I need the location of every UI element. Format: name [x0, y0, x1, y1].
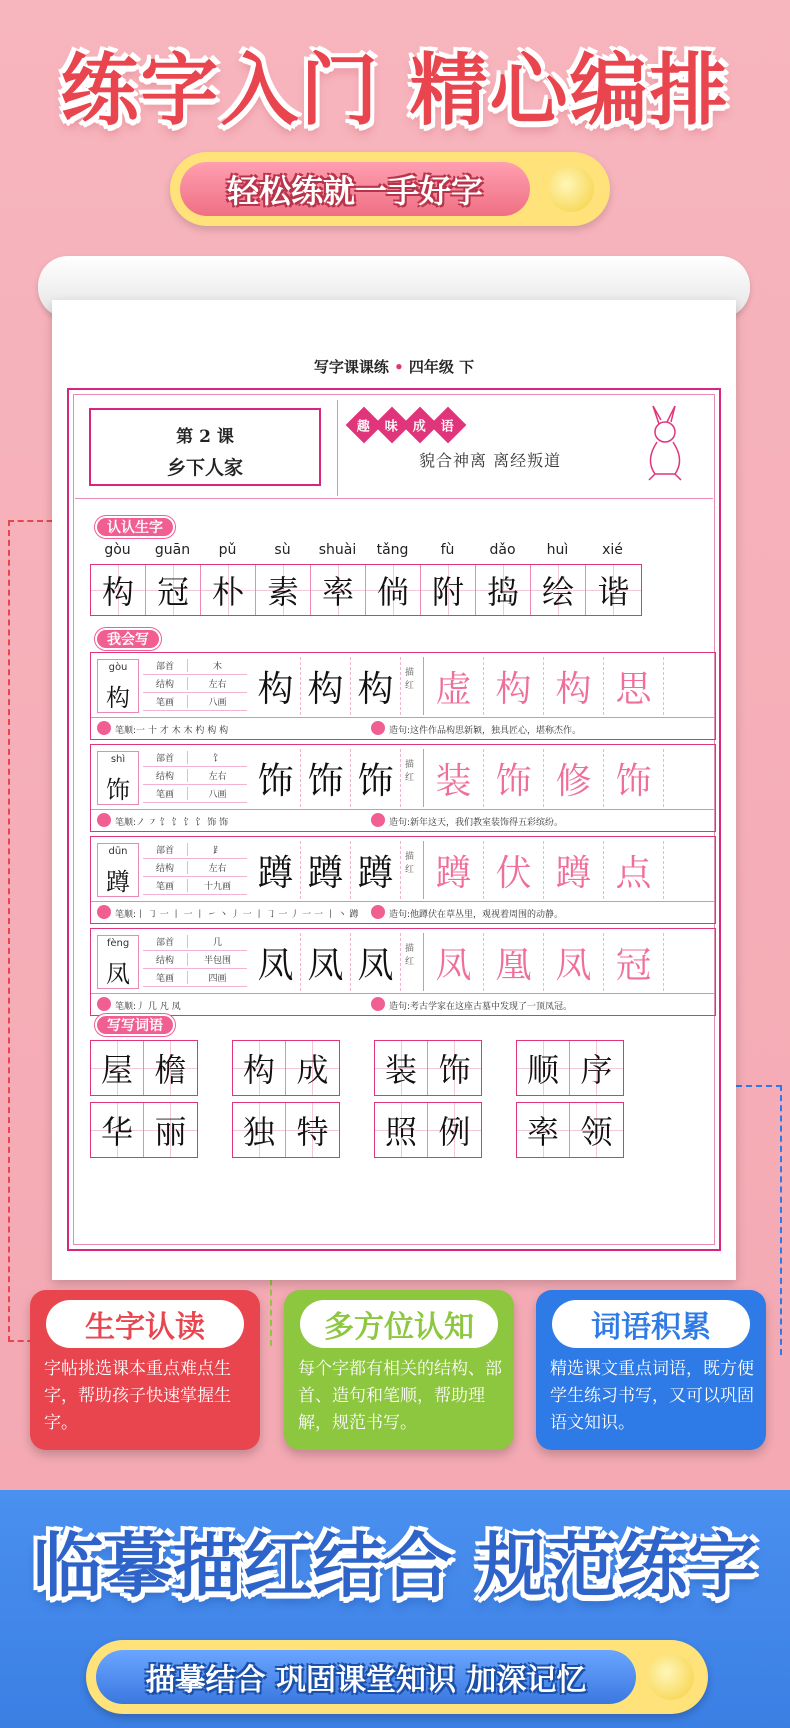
trace-chars — [423, 657, 664, 715]
practice-chars — [251, 749, 401, 807]
idiom-tag-1: 味 — [385, 419, 399, 435]
stroke-order — [115, 815, 228, 828]
trace-char: 蹲 — [424, 841, 484, 899]
bottom-pill — [86, 1640, 708, 1714]
char-info-key: 笔画 — [155, 882, 174, 892]
trace-char: 凤 — [424, 933, 484, 991]
block-footer — [91, 809, 715, 831]
word-char: 序 — [570, 1041, 623, 1095]
target-char-box — [97, 751, 139, 805]
char-info-row — [143, 859, 247, 877]
char-info-row — [143, 969, 247, 987]
lesson-name: 乡下人家 — [166, 457, 243, 479]
word-box — [232, 1040, 340, 1096]
practice-chars — [251, 841, 401, 899]
trace-char: 饰 — [604, 749, 664, 807]
practice-paper — [52, 300, 736, 1280]
word-box — [374, 1102, 482, 1158]
word-char: 丽 — [144, 1103, 197, 1157]
sentence-value: 考古学家在这座古墓中发现了一顶凤冠。 — [410, 1002, 573, 1012]
char-info-table — [143, 749, 247, 803]
block-footer — [91, 901, 715, 923]
lesson-number: 第 2 课 — [176, 427, 234, 447]
char-info-row — [143, 877, 247, 895]
char-info-key: 笔画 — [155, 698, 174, 708]
trace-char: 饰 — [484, 749, 544, 807]
word-char: 领 — [570, 1103, 623, 1157]
trace-char: 虚 — [424, 657, 484, 715]
recognize-char-row — [90, 564, 642, 616]
card-recognize-title: 生字认读 — [46, 1300, 244, 1348]
sentence-label: 造句: — [389, 726, 411, 736]
char-info-row — [143, 841, 247, 859]
recognize-char: 率 — [311, 565, 366, 615]
trace-char: 凰 — [484, 933, 544, 991]
trace-char: 思 — [604, 657, 664, 715]
pill-dot-icon — [548, 166, 594, 212]
char-info-value: 几 — [187, 935, 247, 948]
char-info-value: 半包围 — [187, 953, 247, 966]
target-char-pinyin: dūn — [108, 846, 128, 857]
write-block — [90, 836, 716, 924]
trace-char: 装 — [424, 749, 484, 807]
char-info-value: 左右 — [187, 861, 247, 874]
lesson-box — [89, 408, 321, 486]
idiom-tag-0: 趣 — [357, 419, 371, 435]
sentence-label: 造句: — [389, 910, 411, 920]
char-info-row — [143, 657, 247, 675]
word-box — [374, 1040, 482, 1096]
char-info-value: 八画 — [187, 695, 247, 708]
idiom-tag-3: 语 — [441, 419, 455, 435]
write-label: 我会写 — [95, 628, 161, 650]
stroke-order — [115, 907, 359, 920]
trace-char: 凤 — [544, 933, 604, 991]
sentence-label: 造句: — [389, 818, 411, 828]
block-footer — [91, 993, 715, 1015]
trace-chars — [423, 749, 664, 807]
panda-icon — [371, 721, 385, 735]
word-char: 照 — [375, 1103, 428, 1157]
pinyin-label: dǎo — [489, 542, 516, 558]
char-info-row — [143, 951, 247, 969]
char-info-row — [143, 749, 247, 767]
practice-char: 蹲 — [301, 841, 351, 899]
stroke-order-value: 一 十 才 木 木 杓 构 构 — [136, 726, 229, 736]
recognize-char: 倘 — [366, 565, 421, 615]
write-block — [90, 928, 716, 1016]
pinyin-label: pǔ — [218, 542, 237, 558]
char-info-row — [143, 767, 247, 785]
pinyin-label: gòu — [104, 542, 131, 558]
panda-icon — [97, 721, 111, 735]
target-char: 凤 — [106, 960, 130, 988]
stroke-order — [115, 999, 181, 1012]
trace-char: 构 — [484, 657, 544, 715]
char-info-key: 部首 — [155, 846, 174, 856]
stroke-order-value: 丿 几 凡 凤 — [136, 1002, 181, 1012]
practice-char: 凤 — [351, 933, 401, 991]
recognize-char: 素 — [256, 565, 311, 615]
char-info-value: 木 — [187, 659, 247, 672]
practice-char: 构 — [251, 657, 301, 715]
pinyin-label: xié — [602, 542, 623, 558]
char-info-table — [143, 841, 247, 895]
stroke-order-label: 笔顺: — [115, 818, 137, 828]
bottom-pill-text: 描摹结合 巩固课堂知识 加深记忆 — [96, 1650, 636, 1704]
block-footer — [91, 717, 715, 739]
trace-label: 描红 — [405, 944, 415, 967]
stroke-order-label: 笔顺: — [115, 1002, 137, 1012]
char-info-key: 笔画 — [155, 790, 174, 800]
sentence-value: 他蹲伏在草丛里，观视着周围的动静。 — [410, 910, 564, 920]
example-sentence — [389, 815, 563, 828]
target-char-pinyin: gòu — [108, 662, 128, 673]
target-char: 蹲 — [106, 868, 130, 896]
word-char: 成 — [286, 1041, 339, 1095]
card-words-title: 词语积累 — [552, 1300, 750, 1348]
char-info-key: 部首 — [155, 938, 174, 948]
word-char: 顺 — [517, 1041, 570, 1095]
word-box — [232, 1102, 340, 1158]
stroke-order-value: 丨 ㇆ 一 丨 一 丨 ㇀ 丶 丿 一 丨 ㇆ 一 丿 一 一 丨 丶 蹲 — [136, 910, 359, 920]
sentence-value: 这件作品构思新颖，独具匠心，堪称杰作。 — [410, 726, 582, 736]
target-char-box — [97, 659, 139, 713]
card-recognize-text: 字帖挑选课本重点难点生字，帮助孩子快速掌握生字。 — [44, 1359, 231, 1433]
practice-char: 饰 — [301, 749, 351, 807]
panda-icon — [97, 905, 111, 919]
recognize-char: 捣 — [476, 565, 531, 615]
practice-char: 饰 — [251, 749, 301, 807]
recognize-char: 冠 — [146, 565, 201, 615]
recognize-label: 认认生字 — [95, 516, 175, 538]
target-char-pinyin: fèng — [106, 938, 130, 949]
panda-icon — [97, 997, 111, 1011]
card-words — [536, 1290, 766, 1450]
word-char: 构 — [233, 1041, 286, 1095]
trace-char: 伏 — [484, 841, 544, 899]
idiom-text: 貌合神离 离经叛道 — [419, 451, 562, 470]
recognize-char: 朴 — [201, 565, 256, 615]
word-char: 装 — [375, 1041, 428, 1095]
char-info-value: 四画 — [187, 971, 247, 984]
stroke-order-value: ノ ㇇ 饣 饣 饣 饣 饰 饰 — [136, 818, 229, 828]
panda-icon — [371, 813, 385, 827]
word-char: 华 — [91, 1103, 144, 1157]
word-char: 特 — [286, 1103, 339, 1157]
pinyin-label: shuài — [318, 542, 357, 558]
pinyin-label: huì — [546, 542, 569, 558]
practice-char: 凤 — [301, 933, 351, 991]
card-cognition-title: 多方位认知 — [300, 1300, 498, 1348]
word-char: 例 — [428, 1103, 481, 1157]
target-char: 饰 — [106, 776, 130, 804]
practice-char: 构 — [351, 657, 401, 715]
example-sentence — [389, 723, 581, 736]
trace-label: 描红 — [405, 760, 415, 783]
char-info-value: ⻊ — [187, 843, 247, 856]
word-box — [90, 1040, 198, 1096]
char-info-key: 结构 — [155, 772, 174, 782]
trace-char: 冠 — [604, 933, 664, 991]
example-sentence — [389, 999, 572, 1012]
pinyin-label: fù — [440, 542, 455, 558]
trace-label: 描红 — [405, 668, 415, 691]
trace-chars — [423, 841, 664, 899]
pinyin-label: guān — [154, 542, 191, 558]
hero-pill — [170, 152, 610, 226]
words-label: 写写词语 — [95, 1014, 175, 1036]
recognize-char: 构 — [91, 565, 146, 615]
char-info-key: 结构 — [155, 956, 174, 966]
word-char: 檐 — [144, 1041, 197, 1095]
write-block — [90, 652, 716, 740]
word-box — [516, 1102, 624, 1158]
panda-icon — [371, 905, 385, 919]
write-block — [90, 744, 716, 832]
paper-header-left: 写字课课练 — [313, 358, 389, 376]
word-grid — [90, 1040, 656, 1158]
recognize-pinyin-row — [90, 542, 640, 558]
trace-chars — [423, 933, 664, 991]
word-char: 饰 — [428, 1041, 481, 1095]
stroke-order-label: 笔顺: — [115, 726, 137, 736]
hero-pill-text: 轻松练就一手好字 — [180, 162, 530, 216]
trace-label: 描红 — [405, 852, 415, 875]
paper-header-dot: • — [394, 358, 404, 376]
bottom-pill-dot-icon — [648, 1654, 694, 1700]
word-box — [516, 1040, 624, 1096]
char-info-table — [143, 933, 247, 987]
char-info-row — [143, 785, 247, 803]
char-info-key: 部首 — [155, 754, 174, 764]
char-info-value: 左右 — [187, 677, 247, 690]
practice-char: 构 — [301, 657, 351, 715]
pinyin-label: tǎng — [376, 542, 409, 558]
target-char-box — [97, 843, 139, 897]
char-info-key: 结构 — [155, 680, 174, 690]
worksheet-frame — [67, 388, 721, 1251]
stroke-order — [115, 723, 228, 736]
trace-char: 修 — [544, 749, 604, 807]
stroke-order-label: 笔顺: — [115, 910, 137, 920]
sentence-value: 新年这天，我们教室装饰得五彩缤纷。 — [410, 818, 564, 828]
recognize-char: 绘 — [531, 565, 586, 615]
recognize-char: 谐 — [586, 565, 641, 615]
trace-char: 蹲 — [544, 841, 604, 899]
practice-chars — [251, 657, 401, 715]
rabbit-icon — [629, 404, 699, 484]
char-info-value: 左右 — [187, 769, 247, 782]
char-info-value: 饣 — [187, 751, 247, 764]
char-info-value: 十九画 — [187, 879, 247, 892]
char-info-table — [143, 657, 247, 711]
practice-char: 蹲 — [251, 841, 301, 899]
target-char-box — [97, 935, 139, 989]
char-info-key: 部首 — [155, 662, 174, 672]
word-char: 独 — [233, 1103, 286, 1157]
char-info-row — [143, 693, 247, 711]
char-info-row — [143, 933, 247, 951]
char-info-value: 八画 — [187, 787, 247, 800]
practice-chars — [251, 933, 401, 991]
paper-header — [52, 356, 736, 377]
char-info-key: 笔画 — [155, 974, 174, 984]
practice-char: 饰 — [351, 749, 401, 807]
practice-char: 蹲 — [351, 841, 401, 899]
panda-icon — [371, 997, 385, 1011]
bottom-title: 临摹描红结合 规范练字 — [32, 1525, 758, 1607]
sentence-label: 造句: — [389, 1002, 411, 1012]
card-cognition-text: 每个字都有相关的结构、部首、造句和笔顺，帮助理解，规范书写。 — [298, 1359, 502, 1433]
panda-icon — [97, 813, 111, 827]
card-recognize — [30, 1290, 260, 1450]
word-box — [90, 1102, 198, 1158]
target-char: 构 — [106, 684, 130, 712]
idiom-tags — [351, 412, 461, 438]
trace-char: 构 — [544, 657, 604, 715]
word-char: 率 — [517, 1103, 570, 1157]
trace-char: 点 — [604, 841, 664, 899]
practice-char: 凤 — [251, 933, 301, 991]
pinyin-label: sù — [274, 542, 291, 558]
card-cognition — [284, 1290, 514, 1450]
card-words-text: 精选课文重点词语，既方便学生练习书写，又可以巩固语文知识。 — [550, 1359, 754, 1433]
char-info-row — [143, 675, 247, 693]
target-char-pinyin: shì — [110, 754, 126, 765]
hero-title: 练字入门 精心编排 — [60, 46, 730, 136]
idiom-tag-2: 成 — [413, 419, 427, 435]
word-char: 屋 — [91, 1041, 144, 1095]
recognize-char: 附 — [421, 565, 476, 615]
example-sentence — [389, 907, 563, 920]
char-info-key: 结构 — [155, 864, 174, 874]
paper-header-right: 四年级 下 — [408, 358, 475, 376]
